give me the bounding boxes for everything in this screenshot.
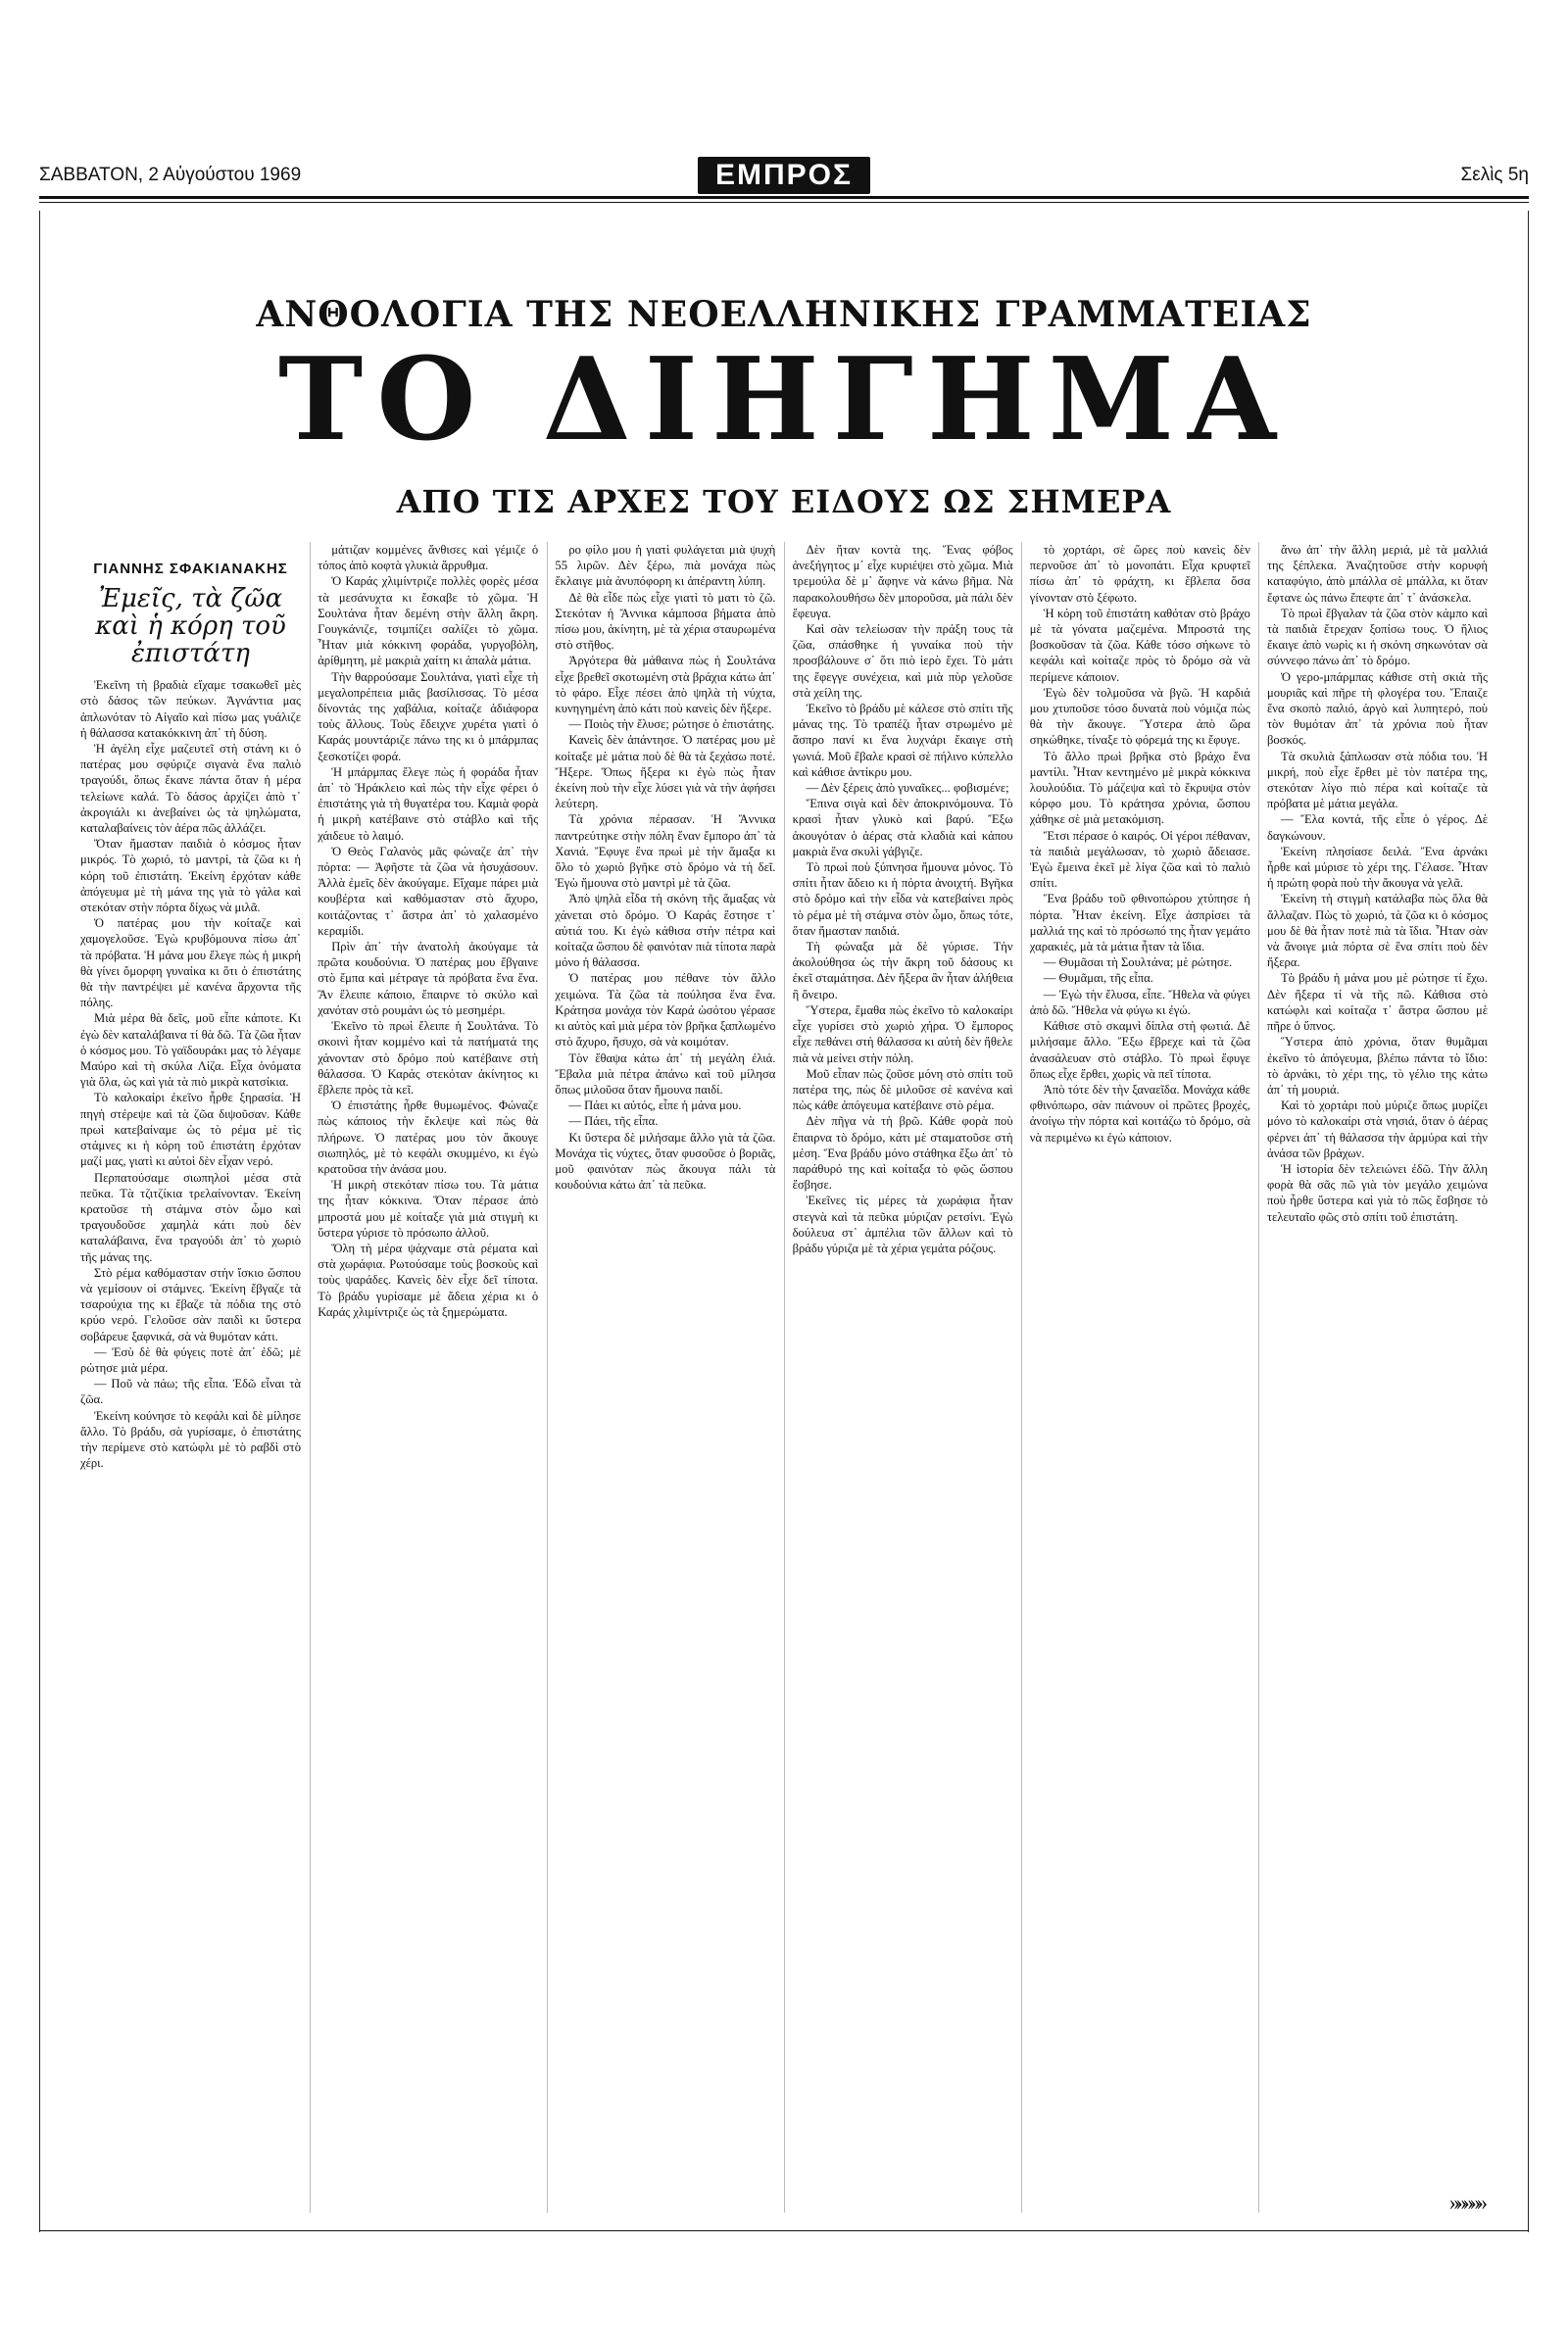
paragraph: Ἡ ἱστορία δὲν τελειώνει ἐδῶ. Τὴν ἄλλη φορὰ θὰ σᾶς πῶ γιὰ τὸν μεγάλο χειμώνα ποὺ ἦρθε ὕστερα καὶ γιὰ τὸ πῶς ἔσβησε τὸ τελευταῖο φῶς στὸ σπίτι τοῦ ἐπιστάτη. [1267,1161,1488,1224]
paragraph: Μοῦ εἶπαν πὼς ζοῦσε μόνη στὸ σπίτι τοῦ πατέρα της, πὼς δὲ μιλοῦσε σὲ κανένα καὶ πὼς κάθε ἀπόγευμα κατέβαινε στὸ ρέμα. [792,1066,1013,1113]
paragraph: Ἐγὼ δὲν τολμοῦσα νὰ βγῶ. Ἡ καρδιά μου χτυποῦσε τόσο δυνατὰ ποὺ νόμιζα πὼς θὰ τὴν ἄκουγε. Ὕστερα ἀπὸ ὥρα σηκώθηκε, τίναξε τὸ φόρεμά της κι ἔφυγε. [1029,685,1250,748]
paragraph: Τὸ πρωὶ ἔβγαλαν τὰ ζῶα στὸν κάμπο καὶ τὰ παιδιὰ ἔτρεχαν ξοπίσω τους. Ὁ ἥλιος ἔκαιγε ἀπὸ νωρὶς κι ἡ σκόνη σηκωνόταν σὰ σύννεφο πάνω ἀπ᾽ τὸ δρόμο. [1267,606,1488,668]
paragraph: Ἡ κόρη τοῦ ἐπιστάτη καθόταν στὸ βράχο μὲ τὰ γόνατα μαζεμένα. Μπροστά της βοσκοῦσαν τὰ ζῶα. Κάθε τόσο σήκωνε τὸ κεφάλι καὶ κοίταζε πρὸς τὸ δρόμο σὰ νὰ περίμενε κάποιον. [1029,606,1250,684]
paragraph: Περπατούσαμε σιωπηλοὶ μέσα στὰ πεῦκα. Τὰ τζιτζίκια τρελαίνονταν. Ἐκείνη κρατοῦσε τὴ στάμνα στὸν ὦμο καὶ τραγουδοῦσε χαμηλὰ κάτι ποὺ δὲν καταλάβαινα, ἕνα τραγούδι ἀπ᾽ τὸ χωριὸ τῆς μάνας της. [80,1170,301,1264]
paragraph: Καὶ σὰν τελείωσαν τὴν πράξη τους τὰ ζῶα, σπάσθηκε ἡ γυναίκα ποὺ τὴν προσβάλουνε σ᾽ ὅτι πιὸ ἱερὸ ἔχει. Τὸ μάτι της ἔφεγγε συνέχεια, καὶ μιὰ πὺρ γελοῦσε στὰ χείλη της. [792,622,1013,700]
paragraph: Δὲν ἤταν κοντὰ της. Ἕνας φόβος ἀνεξήγητος μ᾽ εἶχε κυριέψει στὸ χῶμα. Μιὰ τρεμούλα δὲ μ᾽ ἄφηνε νὰ κάνω βῆμα. Νὰ παρακολουθήσω δὲν μποροῦσα, μὰ πάλι δὲν ἔφευγα. [792,543,1013,620]
paragraph: Ὁ πατέρας μου τὴν κοίταζε καὶ χαμογελοῦσε. Ἐγὼ κρυβόμουνα πίσω ἀπ᾽ τὰ πρόβατα. Ἡ μάνα μου ἔλεγε πὼς ἡ μικρὴ θὰ γίνει ὄμορφη γυναίκα κι ὅτι ὁ ἐπιστάτης θὰ τὴν παντρέψει μὲ κανένα ἄρχοντα τῆς πόλης. [80,916,301,1010]
paragraph: Ὅταν ἤμασταν παιδιὰ ὁ κόσμος ἦταν μικρός. Τὸ χωριό, τὸ μαντρί, τὰ ζῶα κι ἡ κόρη τοῦ ἐπιστάτη. Ἐκείνη ἐρχόταν κάθε ἀπόγευμα μὲ τὴ μάνα της γιὰ τὸ γάλα καὶ στεκόταν στὴν πόρτα δίχως νὰ μιλᾶ. [80,837,301,915]
paragraph: Ὁ Καράς χλιμίντριζε πολλὲς φορὲς μέσα τὰ μεσάνυχτα κι ἔσκαβε τὸ χῶμα. Ἡ Σουλτάνα ἦταν δεμένη στὴν ἄλλη ἄκρη. Γουγκάνιζε, τσιμπίζει σαλίζει τὸ χῶμα. Ἦταν μιὰ κόκκινη φοράδα, γυργοβόλη, ἀρίθμητη, μὲ μακριὰ χαίτη κι ἁπαλὰ μάτια. [318,574,539,668]
text-column-3 [555,542,775,2213]
text-column-1 [80,542,301,2213]
paragraph: — Δὲν ξέρεις ἀπὸ γυναῖκες... φοβισμένε; [806,781,1009,796]
paragraph: Ἔτσι πέρασε ὁ καιρός. Οἱ γέροι πέθαναν, τὰ παιδιὰ μεγάλωσαν, τὸ χωριὸ ἄδειασε. Ἐγὼ ἔμεινα ἐκεῖ μὲ λίγα ζῶα καὶ τὸ παλιὸ σπίτι. [1029,828,1250,891]
paragraph: Ἐκείνη κούνησε τὸ κεφάλι καὶ δὲ μίλησε ἄλλο. Τὸ βράδυ, σὰ γυρίσαμε, ὁ ἐπιστάτης τὴν περίμενε στὸ κατώφλι μὲ τὸ ραβδὶ στὸ χέρι. [80,1408,301,1471]
story-title: Ἐμεῖς, τὰ ζῶα καὶ ἡ κόρη τοῦ ἐπιστάτη [95,584,286,669]
paragraph: Ἔπινα σιγὰ καὶ δὲν ἀποκρινόμουνα. Τὸ κρασὶ ἦταν γλυκὸ καὶ βαρύ. Ἔξω ἀκουγόταν ὁ ἀέρας στὰ κλαδιὰ καὶ κάπου μακριὰ ἕνα σκυλὶ γάβγιζε. [792,797,1013,858]
story-columns [80,542,1488,2213]
paragraph: Μιὰ μέρα θὰ δεῖς, μοῦ εἶπε κάποτε. Κι ἐγὼ δὲν καταλάβαινα τί θὰ δῶ. Τὰ ζῶα ἦταν ὁ κόσμος μου. Τὸ γαϊδουράκι μας τὸ λέγαμε Μαύρο καὶ τὴ σκύλα Λίζα. Εἶχα ὀνόματα γιὰ ὅλα, ὡς καὶ γιὰ τὰ πιὸ μικρὰ κατσίκια. [80,1011,301,1090]
masthead [39,157,1529,196]
page-headline: ΤΟ ΔΙΗΓΗΜΑ [278,333,1290,466]
column-separator [1021,542,1022,2213]
paragraph: Τὸ πρωὶ ποὺ ξύπνησα ἤμουνα μόνος. Τὸ σπίτι ἦταν ἄδειο κι ἡ πόρτα ἀνοιχτή. Βγῆκα στὸ δρόμο καὶ τὴν εἶδα νὰ κατεβαίνει πρὸς τὸ ρέμα μὲ τὴ στάμνα στὸν ὦμο, ὅπως τότε, ὅταν ἤμασταν παιδιά. [792,860,1013,938]
paragraph: — Πάει κι αὐτός, εἶπε ἡ μάνα μου. [568,1098,742,1113]
paragraph: — Θυμᾶσαι τὴ Σουλτάνα; μὲ ρώτησε. [1043,955,1233,970]
paragraph: Ἀπὸ τότε δὲν τὴν ξαναεῖδα. Μονάχα κάθε φθινόπωρο, σὰν πιάνουν οἱ πρῶτες βροχές, ἀνοίγω τὴν πόρτα καὶ κοιτάζω τὸ δρόμο, σὰ νὰ περιμένω κι ἐγὼ κάποιον. [1029,1082,1250,1145]
paragraph: — Ἐγὼ τὴν ἔλυσα, εἶπε. Ἤθελα νὰ φύγει ἀπὸ δῶ. Ἤθελα νὰ φύγω κι ἐγώ. [1029,987,1250,1017]
column-separator [784,542,785,2213]
bottom-rule [39,2230,1529,2231]
masthead-rule [39,196,1529,199]
section-kicker: ΑΝΘΟΛΟΓΙΑ ΤΗΣ ΝΕΟΕΛΛΗΝΙΚΗΣ ΓΡΑΜΜΑΤΕΙΑΣ [256,294,1312,335]
paragraph: Ὅλη τὴ μέρα ψάχναμε στὰ ρέματα καὶ στὰ χωράφια. Ρωτούσαμε τοὺς βοσκοὺς καὶ τοὺς ψαράδες. Κανεὶς δὲν εἶχε δεῖ τίποτα. Τὸ βράδυ γυρίσαμε μὲ ἄδεια χέρια κι ὁ Καράς χλιμίντριζε ὡς τὰ ξημερώματα. [318,1241,539,1319]
story-author: ΓΙΑΝΝΗΣ ΣΦΑΚΙΑΝΑΚΗΣ [93,561,288,577]
paragraph: Πρὶν ἀπ᾽ τὴν ἀνατολὴ ἀκούγαμε τὰ πρῶτα κουδούνια. Ὁ πατέρας μου ἔβγαινε στὸ ἔμπα καὶ μέτραγε τὰ πρόβατα ἕνα ἕνα. Ἂν ἔλειπε κάποιο, ἔπαιρνε τὸ σκύλο καὶ χανόταν στὸ ρουμάνι ὡς τὸ μεσημέρι. [318,940,539,1017]
paragraph: τὸ χορτάρι, σὲ ὥρες ποὺ κανεὶς δὲν περνοῦσε ἀπ᾽ τὸ μονοπάτι. Εἶχα κρυφτεῖ πίσω ἀπ᾽ τὸ φράχτη, κι ἔβλεπα ὅσα γίνονταν στὸ ξέφωτο. [1029,543,1250,605]
paragraph: Ἐκεῖνη τὴ βραδιὰ εἴχαμε τσακωθεῖ μὲς στὸ δάσος τῶν πεύκων. Ἀγνάντια μας ἁπλωνόταν τὸ Αἰγαῖο καὶ πίσω μας γυάλιζε ἡ θάλασσα κατακόκκινη ἀπ᾽ τὴ δύση. [80,678,301,740]
paragraph: — Ποῦ νὰ πάω; τῆς εἶπα. Ἐδῶ εἶναι τὰ ζῶα. [80,1377,301,1407]
masthead-rule-thin [39,202,1529,203]
page-number: Σελὶς 5η [1460,165,1529,185]
text-column-4 [793,542,1013,2213]
paragraph: Τὰ σκυλιὰ ξάπλωσαν στὰ πόδια του. Ἡ μικρή, ποὺ εἶχε ἔρθει μὲ τὸν πατέρα της, στεκόταν λίγο πιὸ πέρα καὶ κοίταζε τὰ πρόβατα μὲ μάτια μεγάλα. [1267,749,1488,811]
page-subhead: ΑΠΟ ΤΙΣ ΑΡΧΕΣ ΤΟΥ ΕΙΔΟΥΣ ΩΣ ΣΗΜΕΡΑ [396,483,1172,520]
paragraph: Τὰ χρόνια πέρασαν. Ἡ Ἄννικα παντρεύτηκε στὴν πόλη ἕναν ἔμπορο ἀπ᾽ τὰ Χανιά. Ἔφυγε ἕνα πρωὶ μὲ τὴν ἅμαξα κι ὅλο τὸ χωριὸ βγῆκε στὸ δρόμο νὰ τὴ δεῖ. Ἐγὼ ἤμουνα στὸ μαντρὶ μὲ τὰ ζῶα. [555,812,776,891]
paragraph: — Ποιὸς τὴν ἔλυσε; ρώτησε ὁ ἐπιστάτης. [568,717,775,732]
column-separator [1258,542,1259,2213]
column-separator [310,542,311,2213]
paragraph: — Θυμᾶμαι, τῆς εἶπα. [1043,971,1153,986]
paragraph: Ἐκείνη τὴ στιγμὴ κατάλαβα πὼς ὅλα θὰ ἄλλαζαν. Πὼς τὸ χωριό, τὰ ζῶα κι ὁ κόσμος μου δὲ θὰ ἦταν ποτὲ πιὰ τὰ ἴδια. Ἦταν σὰν νὰ ἄνοιγε μιὰ πόρτα σὲ ἕνα σπίτι ποὺ δὲν ἤξερα. [1267,892,1488,970]
paragraph: Τὴ φώναξα μὰ δὲ γύρισε. Τὴν ἀκολούθησα ὡς τὴν ἄκρη τοῦ δάσους κι ἐκεῖ σταμάτησα. Δὲν ἤξερα ἂν ἦταν ἀλήθεια ἢ ὄνειρο. [792,940,1013,1001]
text-column-2 [318,542,538,2213]
paragraph: Ἕνα βράδυ τοῦ φθινοπώρου χτύπησε ἡ πόρτα. Ἦταν ἐκείνη. Εἶχε ἀσπρίσει τὰ μαλλιά της καὶ τὸ πρόσωπό της ἦταν γεμάτο χαρακιές, μὰ τὰ μάτια ἦταν τὰ ἴδια. [1029,892,1250,954]
newspaper-name: ΕΜΠΡΟΣ [698,157,870,194]
paragraph: Ὁ γερο-μπάρμπας κάθισε στὴ σκιὰ τῆς μουριᾶς καὶ πῆρε τὴ φλογέρα του. Ἔπαιζε ἕνα σκοπὸ παλιό, ἀργὸ καὶ λυπητερό, ποὺ τὸν θυμόταν ἀπ᾽ τὰ χρόνια ποὺ ἦταν βοσκός. [1267,669,1488,748]
paragraph: Ὁ Θεὸς Γαλανὸς μᾶς φώναζε ἀπ᾽ τὴν πόρτα: — Ἀφῆστε τὰ ζῶα νὰ ἡσυχάσουν. Ἀλλὰ ἐμεῖς δὲν ἀκούγαμε. Εἴχαμε πάρει μιὰ κουβέρτα καὶ καθόμασταν στὸ ἄχυρο, κοιτάζοντας τ᾽ ἄστρα ἀπ᾽ τὸ χαλασμένο κεραμίδι. [318,844,539,938]
paragraph: ρο φίλο μου ἡ γιατὶ φυλάγεται μιὰ ψυχὴ 55 λιρῶν. Δὲν ξέρω, πιὰ μονάχα πὼς ἔκλαιγε μιὰ ἀνυπόφορη κι ἀπέραντη λύπη. [555,543,776,589]
paragraph: Ἀργότερα θὰ μάθαινα πὼς ἡ Σουλτάνα εἶχε βρεθεῖ σκοτωμένη στὰ βράχια κάτω ἀπ᾽ τὸ φάρο. Εἶχε πέσει ἀπὸ ψηλὰ τὴ νύχτα, κυνηγημένη ἀπὸ κάτι ποὺ κανεὶς δὲν ἤξερε. [555,654,776,716]
paragraph: ἄνω ἀπ᾽ τὴν ἄλλη μεριά, μὲ τὰ μαλλιά της ξέπλεκα. Ἀναζητοῦσε στὴν κορυφὴ καταφύγιο, ἀπὸ μπάλλα σὲ μπάλλα, κι ὅταν ἔφτανε ὡς πάνω ἔπεφτε ἀπ᾽ τ᾽ ἀνάσκελα. [1267,543,1488,605]
paragraph: Ἡ μικρὴ στεκόταν πίσω του. Τὰ μάτια της ἦταν κόκκινα. Ὅταν πέρασε ἀπὸ μπροστά μου μὲ κοίταξε γιὰ μιὰ στιγμὴ κι ὕστερα γύρισε τὸ πρόσωπο ἀλλοῦ. [318,1178,539,1240]
paragraph: — Ἔλα κοντά, τῆς εἶπε ὁ γέρος. Δὲ δαγκώνουν. [1267,812,1488,843]
paragraph: Τὴν θαρρούσαμε Σουλτάνα, γιατὶ εἶχε τὴ μεγαλοπρέπεια μιᾶς βασίλισσας. Τὸ μέσα δίνοντάς της χαβάλια, κοίταζε ἀδιάφορα τοὺς ἄλλους. Τοὺς ἔδειχνε χυρέτα γιατὶ ὁ Καράς μουντάριζε πάνω της κι ὁ μπάρμπας ξεσκοτίζει φορά. [318,669,539,763]
paragraph: Τὸ καλοκαίρι ἐκεῖνο ἦρθε ξηρασία. Ἡ πηγὴ στέρεψε καὶ τὰ ζῶα διψοῦσαν. Κάθε πρωὶ κατεβαίναμε ὡς τὸ ρέμα μὲ τὶς στάμνες κι ἡ κόρη τοῦ ἐπιστάτη ἐρχόταν μαζί μας, γιατὶ κι αὐτοὶ δὲν εἶχαν νερό. [80,1091,301,1169]
paragraph: — Πάει, τῆς εἶπα. [568,1114,659,1129]
paragraph: Καὶ τὸ χορτάρι ποὺ μύριζε ὅπως μυρίζει μόνο τὸ καλοκαίρι στὰ νησιά, ὅταν ὁ ἀέρας φέρνει ἀπ᾽ τὴ θάλασσα τὴν ἁρμύρα καὶ τὴν ἀνάσα τῶν βράχων. [1267,1098,1488,1160]
paragraph: Ὁ πατέρας μου πέθανε τὸν ἄλλο χειμώνα. Τὰ ζῶα τὰ πούλησα ἕνα ἕνα. Κράτησα μονάχα τὸν Καρά ὡσότου γέρασε κι αὐτὸς καὶ μιὰ μέρα τὸν βρῆκα ξαπλωμένο στὸ ἄχυρο, ἥσυχο, σὰ νὰ κοιμόταν. [555,971,776,1049]
paragraph: Τὸν ἔθαψα κάτω ἀπ᾽ τὴ μεγάλη ἐλιά. Ἔβαλα μιὰ πέτρα ἀπάνω καὶ τοῦ μίλησα ὅπως μιλοῦσα ὅταν ἤμουνα παιδί. [555,1050,776,1097]
paragraph: Κι ὕστερα δὲ μιλήσαμε ἄλλο γιὰ τὰ ζῶα. Μονάχα τὶς νύχτες, ὅταν φυσοῦσε ὁ βοριᾶς, μοῦ φαινόταν πὼς ἄκουγα πάλι τὰ κουδούνια κάτω ἀπ᾽ τὰ πεῦκα. [555,1130,776,1193]
issue-date: ΣΑΒΒΑΤΟΝ, 2 Αὐγούστου 1969 [39,165,302,185]
paragraph: Ὕστερα, ἔμαθα πὼς ἐκεῖνο τὸ καλοκαίρι εἶχε γυρίσει στὸ χωριὸ χήρα. Ὁ ἔμπορος εἶχε πεθάνει στὴ θάλασσα κι αὐτὴ δὲν ἤθελε πιὰ νὰ μείνει στὴν πόλη. [792,1002,1013,1065]
paragraph: Ἐκεῖνο τὸ βράδυ μὲ κάλεσε στὸ σπίτι τῆς μάνας της. Τὸ τραπέζι ἦταν στρωμένο μὲ ἄσπρο πανί κι ἕνα λυχνάρι ἔκαιγε στὴ γωνιά. Μοῦ ἔβαλε κρασὶ σὲ πήλινο κύπελλο καὶ κάθισε ἀντίκρυ μου. [792,702,1013,779]
paragraph: Ἡ ἀγέλη εἶχε μαζευτεῖ στὴ στάνη κι ὁ πατέρας μου σφύριζε σιγανὰ ἕνα παλιὸ τραγούδι, ὅπως ἔκανε πάντα ὅταν ἡ μέρα τελείωνε καλά. Τὸ δάσος ἀρχίζει ἀπὸ τ᾽ ἀκρογιάλι κι ἀνεβαίνει ὡς τὰ ψηλώματα, καταλαβαίνεις τὸν ἀέρα πῶς ἀλλάζει. [80,742,301,836]
paragraph: Ἐκεῖνο τὸ πρωὶ ἔλειπε ἡ Σουλτάνα. Τὸ σκοινὶ ἦταν κομμένο καὶ τὰ πατήματά της χάνονταν στὸ δρόμο ποὺ κατέβαινε στὴ θάλασσα. Ὁ Καράς στεκόταν ἀκίνητος κι ἔβλεπε πρὸς τὰ κεῖ. [318,1019,539,1097]
paragraph: Ὁ ἐπιστάτης ἦρθε θυμωμένος. Φώναζε πὼς κάποιος τὴν ἔκλεψε καὶ πὼς θὰ πλήρωνε. Ὁ πατέρας μου τὸν ἄκουγε σιωπηλός, μὲ τὸ κεφάλι σκυμμένο, κι ἐγὼ κρατοῦσα τὴν ἀνάσα μου. [318,1098,539,1176]
text-column-5 [1030,542,1250,2213]
paragraph: Τὸ βράδυ ἡ μάνα μου μὲ ρώτησε τί ἔχω. Δὲν ἤξερα τί νὰ τῆς πῶ. Κάθισα στὸ κατώφλι καὶ κοίταζα τ᾽ ἄστρα ὥσπου μὲ πῆρε ὁ ὕπνος. [1267,971,1488,1034]
paragraph: Κάθισε στὸ σκαμνὶ δίπλα στὴ φωτιά. Δὲ μιλήσαμε ἄλλο. Ἔξω ἔβρεχε καὶ τὰ ζῶα ἀνασάλευαν στὸ στάβλο. Τὸ πρωὶ ἔφυγε ὅπως εἶχε ἔρθει, χωρὶς νὰ πεῖ τίποτα. [1029,1019,1250,1081]
paragraph: Τὸ ἄλλο πρωὶ βρῆκα στὸ βράχο ἕνα μαντίλι. Ἦταν κεντημένο μὲ μικρὰ κόκκινα λουλούδια. Τὸ μάζεψα καὶ τὸ ἔκρυψα στὸν κόρφο μου. Τὸ κράτησα χρόνια, ὥσπου χάθηκε σὲ μιὰ μετακόμιση. [1029,749,1250,827]
column-separator [547,542,548,2213]
paragraph: Ἀπὸ ψηλὰ εἶδα τὴ σκόνη τῆς ἅμαξας νὰ χάνεται στὸ δρόμο. Ὁ Καράς ἔστησε τ᾽ αὐτιά του. Κι ἐγὼ κάθισα στὴν πέτρα καὶ κοίταζα ὥσπου δὲ φαινόταν πιὰ τίποτα παρὰ μόνο ἡ θάλασσα. [555,892,776,970]
paragraph: — Ἐσὺ δὲ θὰ φύγεις ποτὲ ἀπ᾽ ἐδῶ; μὲ ρώτησε μιὰ μέρα. [80,1344,301,1375]
paragraph: Δὲν πῆγα νὰ τὴ βρῶ. Κάθε φορὰ ποὺ ἔπαιρνα τὸ δρόμο, κάτι μὲ σταματοῦσε στὴ μέση. Ἕνα βράδυ μόνο στάθηκα ἔξω ἀπ᾽ τὸ παράθυρό της καὶ κοίταξα τὸ φῶς ὥσπου ἔσβησε. [792,1114,1013,1193]
paragraph: Κανεὶς δὲν ἀπάντησε. Ὁ πατέρας μου μὲ κοίταξε μὲ μάτια ποὺ δὲ θὰ τὰ ξεχάσω ποτέ. Ἤξερε. Ὅπως ἤξερα κι ἐγὼ πὼς ἦταν ἐκείνη ποὺ τὴν εἶχε λύσει γιὰ νὰ τὴν ἀφήσει λεύτερη. [555,733,776,811]
paragraph: Ἐκείνη πλησίασε δειλά. Ἕνα ἀρνάκι ἦρθε καὶ μύρισε τὸ χέρι της. Γέλασε. Ἦταν ἡ πρώτη φορὰ ποὺ τὴν ἄκουγα νὰ γελᾶ. [1267,844,1488,891]
paragraph: μάτιζαν κομμένες ἄνθισες καὶ γέμιζε ὁ τόπος ἀπὸ κοφτὰ γλυκιὰ ἄρρυθμα. [318,543,539,573]
continued-arrow-icon: »»»»» [1449,2189,1484,2213]
paragraph: Δὲ θὰ εἶδε πὼς εἶχε γιατὶ τὸ ματι τὸ ζῶ. Στεκόταν ἡ Ἄννικα κάμποσα βήματα ἀπὸ πίσω μου, ἀκίνητη, μὲ τὰ χέρια σταυρωμένα στὸ στῆθος. [555,590,776,653]
paragraph: Στὸ ρέμα καθόμασταν στὴν ἴσκιο ὥσπου νὰ γεμίσουν οἱ στάμνες. Ἐκείνη ἔβγαζε τὰ τσαρούχια της κι ἔβαζε τὰ πόδια της στὸ κρύο νερό. Γελοῦσε σὰν παιδὶ κι ὕστερα σοβάρευε ξαφνικά, σὰ νὰ θυμόταν κάτι. [80,1265,301,1343]
paragraph: Ἐκεῖνες τὶς μέρες τὰ χωράφια ἦταν στεγνὰ καὶ τὰ πεῦκα μύριζαν ρετσίνι. Ἐγὼ δούλευα στ᾽ ἀμπέλια τῶν ἄλλων καὶ τὸ βράδυ γύριζα μὲ τὰ χέρια γεμάτα ρόζους. [792,1194,1013,1255]
text-column-6 [1267,542,1488,2213]
paragraph: Ὕστερα ἀπὸ χρόνια, ὅταν θυμᾶμαι ἐκεῖνο τὸ ἀπόγευμα, βλέπω πάντα τὸ ἴδιο: τὸ ἀρνάκι, τὸ χέρι της, τὸ γέλιο της κάτω ἀπ᾽ τὴ μουριά. [1267,1035,1488,1097]
paragraph: Ἡ μπάρμπας ἔλεγε πὼς ἡ φοράδα ἦταν ἀπ᾽ τὸ Ἡράκλειο καὶ πὼς τὴν εἶχε φέρει ὁ ἐπιστάτης γιὰ τὴ θυγατέρα του. Καμιὰ φορὰ ἡ μικρὴ κατέβαινε στὸ στάβλο καὶ τῆς χάιδευε τὸ λαιμό. [318,764,539,843]
